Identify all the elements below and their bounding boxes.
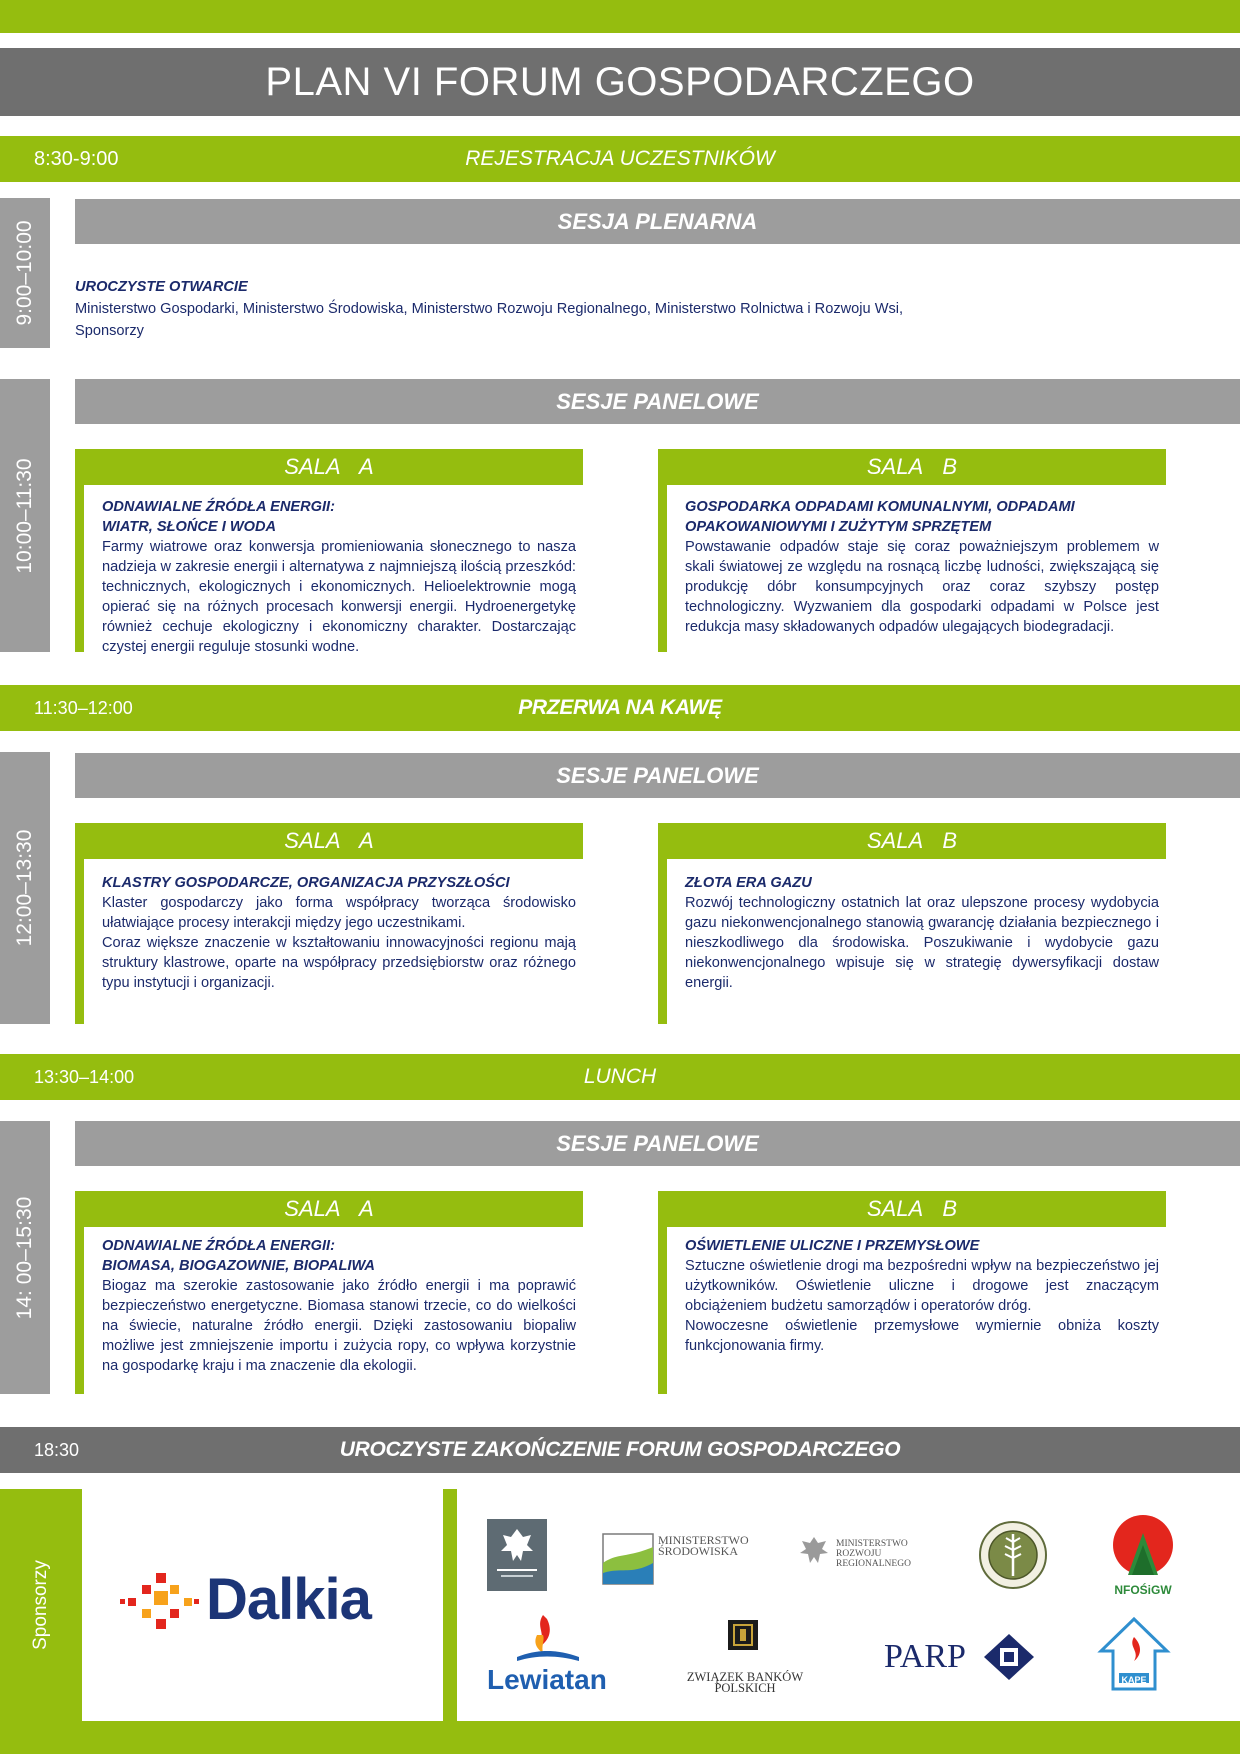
- ministerstwo-rozwoju-regionalnego-logo: [798, 1535, 928, 1575]
- coffee-break-bar: [0, 685, 1240, 731]
- session-description: Klaster gospodarczy jako forma współpracy tworząca środowisko ułatwiające procesy interakcji między jego uczestnikami.: [102, 895, 576, 931]
- session-description: Farmy wiatrowe oraz konwersja promieniowania słonecznego to nasza nadzieja w zakresie energii i alternatywa z najmniejszą ilością przeszkód: technicznych, ekologicznych i ekonomicznych. Helioelektrownie mogą opierać się na różnych procesach konwersji energii. Hydroenergetykę również cechuje ekologiczny i ekonomiczny charakter. Dostarczając czystej energii reguluje stosunki wodne.: [102, 539, 576, 655]
- plenary-heading: SESJA PLENARNA: [75, 199, 1240, 244]
- panel3-heading: SESJE PANELOWE: [75, 1121, 1240, 1166]
- panel3-room-a: [75, 1191, 583, 1394]
- registration-time: 8:30-9:00: [34, 148, 119, 170]
- zbp-emblem-icon: [728, 1620, 758, 1650]
- room-content: [685, 1236, 1159, 1356]
- opening-block: [75, 276, 975, 342]
- parp-wordmark: PARP: [884, 1638, 966, 1675]
- sponsors-label: Sponsorzy: [30, 1560, 51, 1650]
- session-title: ODNAWIALNE ŹRÓDŁA ENERGII:: [102, 499, 335, 515]
- session-title: ZŁOTA ERA GAZU: [685, 875, 812, 891]
- panel1-room-a: [75, 449, 583, 655]
- ministerstwo-srodowiska-logo: [602, 1533, 752, 1585]
- room-label: SALA B: [658, 1191, 1166, 1227]
- room-content: [102, 873, 576, 993]
- opening-title: UROCZYSTE OTWARCIE: [75, 279, 248, 295]
- room-label: SALA B: [658, 449, 1166, 485]
- dalkia-logo: [120, 1565, 400, 1635]
- opening-sponsors-text: Sponsorzy: [75, 323, 144, 339]
- nfosigw-logo: [1108, 1513, 1178, 1599]
- parp-logo: [884, 1632, 1036, 1682]
- panel1-time: 10:00–11:30: [13, 457, 36, 574]
- tree-circle-icon: [1108, 1513, 1178, 1585]
- opening-text: Ministerstwo Gospodarki, Ministerstwo Środowiska, Ministerstwo Rozwoju Regionalnego, Ministerstwo Rolnictwa i Rozwoju Wsi,: [75, 301, 904, 317]
- lunch-label: LUNCH: [583, 1065, 657, 1088]
- dalkia-mark-icon: [120, 1565, 202, 1635]
- min-srodowiska-caption: MINISTERSTWO ŚRODOWISKA: [658, 1533, 749, 1558]
- panel3-time-tab: [0, 1121, 50, 1394]
- bottom-accent-bar: [0, 1721, 1240, 1754]
- panel3-time: 14: 00–15:30: [13, 1196, 36, 1319]
- mrr-line-1: MINISTERSTWO: [836, 1539, 908, 1549]
- room-content: [685, 873, 1159, 993]
- lunch-bar: [0, 1054, 1240, 1100]
- top-accent-bar: [0, 0, 1240, 33]
- registration-label: REJESTRACJA UCZESTNIKÓW: [465, 147, 775, 170]
- ministerstwo-gospodarki-logo: [487, 1519, 547, 1591]
- panel1-time-tab: [0, 379, 50, 652]
- session-description: Biogaz ma szerokie zastosowanie jako źródło energii i ma poprawić bezpieczeństwo energetyczne. Biomasa stanowi trzecie, co do wielkości na świecie, naturalne źródło energii. Dzięki zastosowaniu biopaliw możliwe jest zmniejszenie importu i zużycia ropy, co wpływa korzystnie na gospodarkę kraju i ma znaczenie dla ekologii.: [102, 1278, 576, 1374]
- eagle-icon: [798, 1535, 830, 1571]
- closing-time: 18:30: [34, 1440, 80, 1460]
- panel2-room-b: [658, 823, 1166, 1024]
- session-title: KLASTRY GOSPODARCZE, ORGANIZACJA PRZYSZŁOŚCI: [102, 875, 510, 891]
- session-description: Powstawanie odpadów staje się coraz poważniejszym problemem w skali światowej ze względu na rosnącą liczbę ludności, zwiększającą się produkcję dóbr konsumpcyjnych oraz coraz szybszy postęp technologiczny. Wyzwaniem dla gospodarki odpadami w Polsce jest redukcja masy składowanych odpadów ulegających biodegradacji.: [685, 539, 1159, 635]
- zbp-logo: [660, 1620, 830, 1695]
- panel1-room-b: [658, 449, 1166, 652]
- plenary-time-tab: [0, 198, 50, 348]
- zbp-caption: ZWIĄZEK BANKÓW POLSKICH: [686, 1670, 804, 1695]
- session-title: ODNAWIALNE ŹRÓDŁA ENERGII:: [102, 1238, 335, 1254]
- session-title: OŚWIETLENIE ULICZNE I PRZEMYSŁOWE: [685, 1238, 980, 1254]
- room-label: SALA A: [75, 449, 583, 485]
- session-description-2: Nowoczesne oświetlenie przemysłowe wymiernie obniża koszty funkcjonowania firmy.: [685, 1318, 1159, 1354]
- room-content: [685, 497, 1159, 637]
- session-description: Rozwój technologiczny ostatnich lat oraz ulepszone procesy wydobycia gazu niekonwencjonalnego stanowią gwarancję działania bezpiecznego i nieszkodliwego dla środowiska. Poszukiwanie i wydobycie gazu niekonwencjonalnego wpisuje się w strategię dywersyfikacji dostaw energii.: [685, 895, 1159, 991]
- sponsors-divider: [443, 1489, 457, 1721]
- parp-arrows-icon: [982, 1632, 1036, 1682]
- room-label: SALA A: [75, 1191, 583, 1227]
- ministerstwo-rolnictwa-logo: [978, 1520, 1048, 1590]
- room-label: SALA B: [658, 823, 1166, 859]
- mrr-line-3: REGIONALNEGO: [836, 1559, 911, 1569]
- mrr-line-2: ROZWOJU: [836, 1549, 882, 1559]
- closing-bar: [0, 1427, 1240, 1473]
- flame-icon: [487, 1613, 597, 1665]
- panel2-heading: SESJE PANELOWE: [75, 753, 1240, 798]
- kape-caption: KAPE: [1121, 1675, 1147, 1685]
- panel3-room-b: [658, 1191, 1166, 1394]
- coffee-time: 11:30–12:00: [34, 698, 133, 718]
- eagle-emblem-icon: [487, 1519, 547, 1591]
- session-subtitle: BIOMASA, BIOGAZOWNIE, BIOPALIWA: [102, 1258, 375, 1274]
- kape-logo: [1097, 1615, 1171, 1695]
- room-content: [102, 1236, 576, 1376]
- session-description-2: Coraz większe znaczenie w kształtowaniu innowacyjności regionu mają struktury klastrowe, oparte na współpracy przedsiębiorstw oraz różnego typu instytucji i organizacji.: [102, 935, 576, 991]
- session-title: GOSPODARKA ODPADAMI KOMUNALNYMI, ODPADAMI OPAKOWANIOWYMI I ZUŻYTYM SPRZĘTEM: [685, 499, 1075, 535]
- page-title: PLAN VI FORUM GOSPODARCZEGO: [0, 48, 1240, 116]
- room-content: [102, 497, 576, 657]
- plenary-time: 9:00–10:00: [13, 220, 36, 326]
- landscape-icon: [602, 1533, 654, 1585]
- panel1-heading: SESJE PANELOWE: [75, 379, 1240, 424]
- session-description: Sztuczne oświetlenie drogi ma bezpośredni wpływ na bezpieczeństwo jej użytkowników. Oświetlenie uliczne i drogowe jest znaczącym obciążeniem budżetu samorządów i operatorów dróg.: [685, 1258, 1159, 1314]
- lunch-time: 13:30–14:00: [34, 1067, 135, 1087]
- panel2-room-a: [75, 823, 583, 1024]
- mrr-caption: [836, 1539, 931, 1569]
- nfosigw-caption: NFOŚiGW: [1114, 1583, 1172, 1597]
- closing-label: UROCZYSTE ZAKOŃCZENIE FORUM GOSPODARCZEGO: [339, 1438, 901, 1461]
- registration-bar: [0, 136, 1240, 182]
- wheat-seal-icon: [978, 1520, 1048, 1590]
- room-label: SALA A: [75, 823, 583, 859]
- panel2-time: 12:00–13:30: [13, 829, 36, 947]
- session-subtitle: WIATR, SŁOŃCE I WODA: [102, 519, 277, 535]
- lewiatan-wordmark: Lewiatan: [487, 1664, 607, 1695]
- panel2-time-tab: [0, 752, 50, 1024]
- coffee-label: PRZERWA NA KAWĘ: [518, 696, 722, 719]
- lewiatan-logo: [487, 1613, 607, 1695]
- sponsors-tab: [0, 1489, 82, 1721]
- dalkia-wordmark: Dalkia: [206, 1567, 371, 1632]
